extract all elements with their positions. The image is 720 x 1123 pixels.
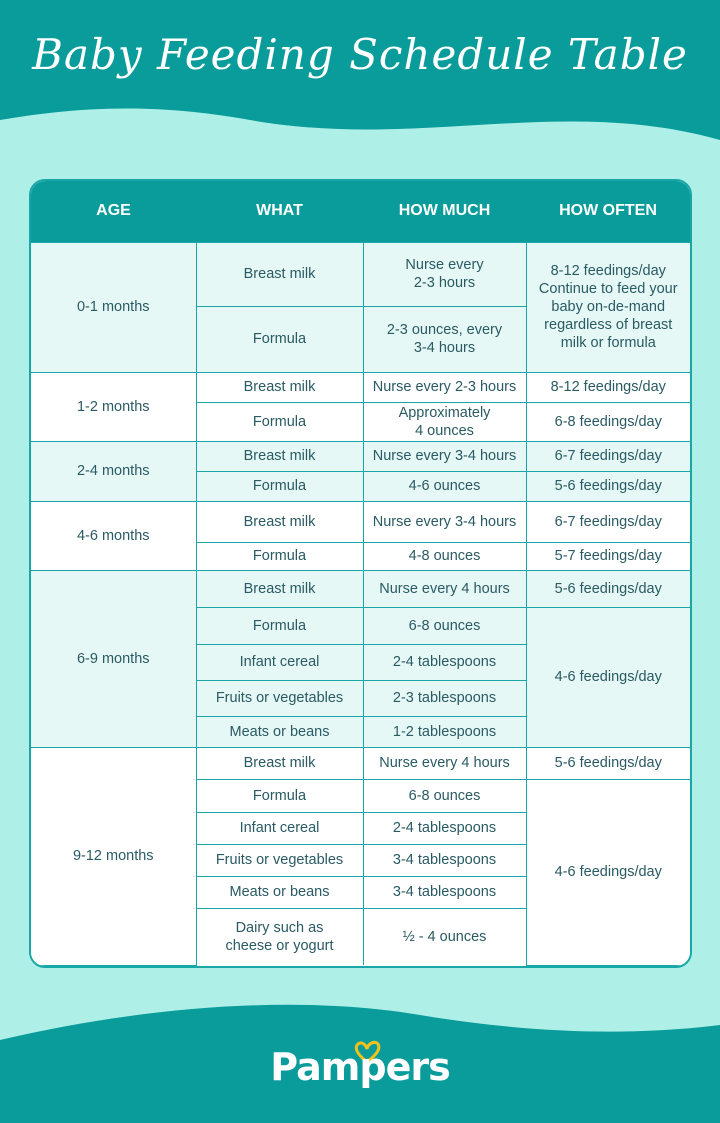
how-often-cell: 5-7 feedings/day — [526, 542, 690, 570]
table-row — [31, 372, 690, 402]
how-often-cell: 8-12 feedings/day Continue to feed your baby on-de-mand regardless of breast milk or formula — [526, 242, 690, 372]
what-cell: Breast milk — [196, 570, 363, 607]
how-often-cell: 8-12 feedings/day — [526, 372, 690, 402]
table-row — [31, 747, 690, 779]
pampers-logo: Pampers — [270, 1045, 450, 1089]
table-row — [31, 242, 690, 306]
how-often-cell: 6-7 feedings/day — [526, 441, 690, 471]
what-cell: Breast milk — [196, 372, 363, 402]
what-cell: Formula — [196, 471, 363, 501]
table-row — [31, 441, 690, 471]
how-often-cell: 5-6 feedings/day — [526, 570, 690, 607]
age-cell: 0-1 months — [31, 242, 196, 372]
how-much-cell: Approximately 4 ounces — [363, 402, 526, 441]
table-header-row — [31, 181, 690, 242]
what-cell: Meats or beans — [196, 716, 363, 747]
how-much-cell: Nurse every 2-3 hours — [363, 372, 526, 402]
what-cell: Formula — [196, 607, 363, 644]
table-row — [31, 570, 690, 607]
what-cell: Formula — [196, 542, 363, 570]
how-much-cell: Nurse every 4 hours — [363, 570, 526, 607]
what-cell: Formula — [196, 779, 363, 812]
how-much-cell: 2-3 tablespoons — [363, 680, 526, 716]
what-cell: Meats or beans — [196, 876, 363, 908]
header-age: AGE — [31, 181, 196, 242]
what-cell: Formula — [196, 306, 363, 372]
page-title: Baby Feeding Schedule Table — [32, 30, 688, 79]
how-much-cell: ½ - 4 ounces — [363, 908, 526, 965]
what-cell: Dairy such as cheese or yogurt — [196, 908, 363, 965]
how-much-cell: Nurse every 3-4 hours — [363, 501, 526, 542]
header-how-often: HOW OFTEN — [526, 181, 690, 242]
header-how-much: HOW MUCH — [363, 181, 526, 242]
how-often-cell: 5-6 feedings/day — [526, 747, 690, 779]
age-cell: 6-9 months — [31, 570, 196, 747]
how-often-cell: 5-6 feedings/day — [526, 471, 690, 501]
how-often-cell: 6-8 feedings/day — [526, 402, 690, 441]
what-cell: Breast milk — [196, 747, 363, 779]
table-row — [31, 501, 690, 542]
how-much-cell: 4-8 ounces — [363, 542, 526, 570]
what-cell: Fruits or vegetables — [196, 844, 363, 876]
how-much-cell: 2-3 ounces, every 3-4 hours — [363, 306, 526, 372]
feeding-schedule-table — [29, 179, 692, 968]
how-often-cell: 6-7 feedings/day — [526, 501, 690, 542]
age-cell: 1-2 months — [31, 372, 196, 441]
how-much-cell: 6-8 ounces — [363, 779, 526, 812]
how-much-cell: 2-4 tablespoons — [363, 644, 526, 680]
how-much-cell: 3-4 tablespoons — [363, 844, 526, 876]
age-cell: 2-4 months — [31, 441, 196, 501]
what-cell: Formula — [196, 402, 363, 441]
what-cell: Infant cereal — [196, 644, 363, 680]
how-much-cell: 1-2 tablespoons — [363, 716, 526, 747]
how-often-cell: 4-6 feedings/day — [526, 779, 690, 965]
age-cell: 4-6 months — [31, 501, 196, 570]
how-much-cell: 2-4 tablespoons — [363, 812, 526, 844]
how-much-cell: Nurse every 3-4 hours — [363, 441, 526, 471]
what-cell: Breast milk — [196, 441, 363, 471]
how-much-cell: Nurse every 2-3 hours — [363, 242, 526, 306]
what-cell: Breast milk — [196, 242, 363, 306]
what-cell: Infant cereal — [196, 812, 363, 844]
what-cell: Breast milk — [196, 501, 363, 542]
how-much-cell: 3-4 tablespoons — [363, 876, 526, 908]
header-what: WHAT — [196, 181, 363, 242]
how-much-cell: 4-6 ounces — [363, 471, 526, 501]
how-much-cell: Nurse every 4 hours — [363, 747, 526, 779]
how-much-cell: 6-8 ounces — [363, 607, 526, 644]
age-cell: 9-12 months — [31, 747, 196, 965]
how-often-cell: 4-6 feedings/day — [526, 607, 690, 747]
what-cell: Fruits or vegetables — [196, 680, 363, 716]
